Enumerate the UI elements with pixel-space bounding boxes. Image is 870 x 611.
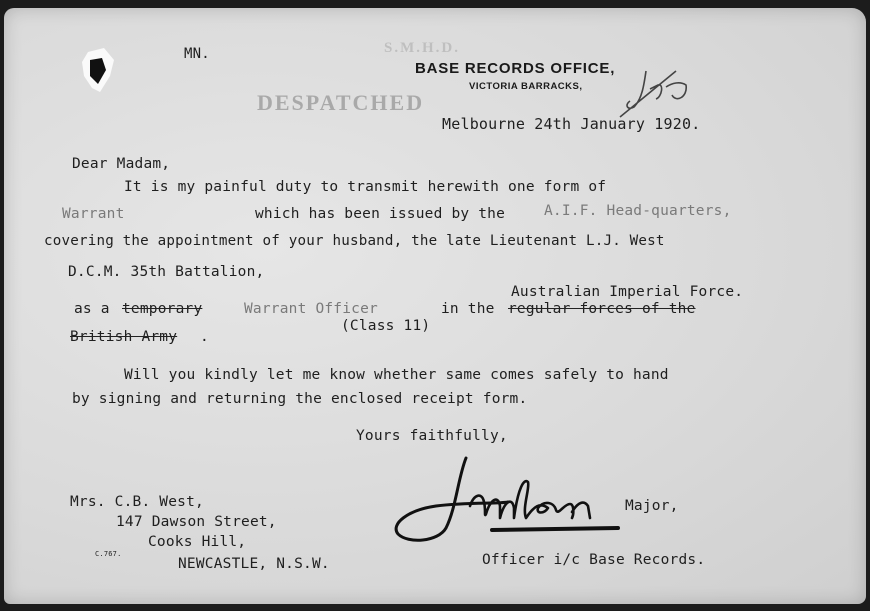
body-line-4: D.C.M. 35th Battalion, <box>68 264 265 280</box>
reference-code: MN. <box>184 46 210 62</box>
office-subtitle: VICTORIA BARRACKS, <box>469 81 583 92</box>
force-name: Australian Imperial Force. <box>511 284 744 300</box>
address-code: C.767. <box>95 550 122 558</box>
body-line-5c: in the <box>441 301 495 317</box>
punch-hole <box>74 46 126 98</box>
body-line-7: Will you kindly let me know whether same comes safely to hand <box>124 367 669 383</box>
handwritten-initials <box>616 63 706 123</box>
warrant-class: (Class 11) <box>341 318 431 334</box>
address-suburb: Cooks Hill, <box>148 534 247 550</box>
place-date: Melbourne 24th January 1920. <box>442 115 701 133</box>
body-line-2b: which has been issued by the <box>255 206 506 222</box>
struck-british-army: British Army <box>70 329 178 345</box>
struck-temporary: temporary <box>122 301 203 317</box>
address-name: Mrs. C.B. West, <box>70 494 204 510</box>
struck-regular-forces: regular forces of the <box>508 301 696 317</box>
salutation: Dear Madam, <box>72 156 171 172</box>
office-title: BASE RECORDS OFFICE, <box>415 60 616 77</box>
signatory-title: Officer i/c Base Records. <box>482 552 706 568</box>
body-line-8: by signing and returning the enclosed receipt form. <box>72 391 528 407</box>
closing: Yours faithfully, <box>356 428 508 444</box>
body-line-2a: Warrant <box>62 206 125 222</box>
signatory-rank: Major, <box>625 498 679 514</box>
body-line-5a: as a <box>74 301 110 317</box>
address-city: NEWCASTLE, N.S.W. <box>178 556 330 572</box>
body-line-1: It is my painful duty to transmit herewith one form of <box>124 179 607 195</box>
stamp-top: S.M.H.D. <box>384 40 460 56</box>
handwritten-signature <box>388 448 628 548</box>
despatched-stamp: DESPATCHED <box>257 90 425 115</box>
body-line-6-end: . <box>200 329 209 345</box>
body-line-5b: Warrant Officer <box>244 301 378 317</box>
body-line-3: covering the appointment of your husband, the late Lieutenant L.J. West <box>44 233 665 249</box>
address-street: 147 Dawson Street, <box>116 514 277 530</box>
letter-page <box>4 8 866 604</box>
body-line-2c: A.I.F. Head-quarters, <box>544 203 732 219</box>
